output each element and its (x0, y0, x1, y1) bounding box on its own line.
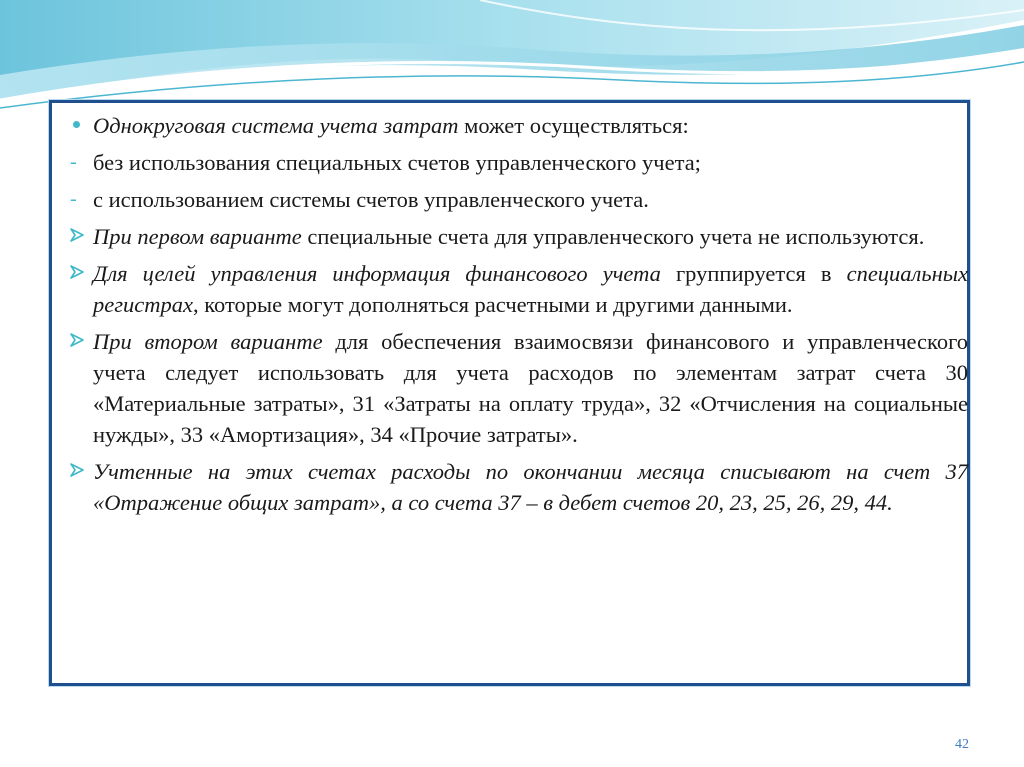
text-segment: может осуществляться: (458, 113, 689, 138)
bullet-list (70, 110, 968, 518)
arrow-bullet-icon (69, 227, 85, 243)
bullet-item (70, 258, 968, 320)
text-segment: для обеспечения взаимосвязи финансового и управленческого учета следует использовать для учета расходов по элементам затрат счета 30 «Материальные затраты», 31 «Затраты на оплату труда», 32 «Отчисления на социальные нужды», 33 «Амортизация», 34 «Прочие затраты». (93, 329, 968, 447)
bullet-item (70, 456, 968, 518)
text-segment: специальные счета для управленческого учета не используются. (301, 224, 925, 249)
arrow-bullet-icon (69, 462, 85, 478)
arrow-bullet-icon (69, 332, 85, 348)
italic-text-segment: специальных регистрах (93, 261, 968, 317)
bullet-item (70, 184, 968, 215)
bullet-item (70, 110, 968, 141)
page-number: 42 (955, 737, 969, 752)
bullet-dash-icon: - (70, 151, 77, 173)
bullet-dot-icon (73, 121, 80, 128)
bullet-item (70, 221, 968, 252)
bullet-item (70, 147, 968, 178)
text-segment: без использования специальных счетов управленческого учета; (93, 150, 701, 175)
italic-text-segment: При втором варианте (93, 329, 323, 354)
bullet-dash-icon: - (70, 188, 77, 210)
bullet-item (70, 326, 968, 450)
italic-text-segment: Учтенные на этих счетах расходы по окончании месяца списывают на счет 37 «Отражение общих затрат», а со счета 37 – в дебет счетов 20, 23, 25, 26, 29, 44. (93, 459, 968, 515)
arrow-bullet-icon (69, 264, 85, 280)
content-box (49, 100, 970, 686)
italic-text-segment: При первом варианте (93, 224, 302, 249)
italic-text-segment: Для целей управления информация финансового учета (93, 261, 661, 286)
text-segment: , которые могут дополняться расчетными и другими данными. (193, 292, 793, 317)
italic-text-segment: Однокруговая система учета затрат (93, 113, 459, 138)
text-segment: с использованием системы счетов управленческого учета. (93, 187, 649, 212)
text-segment: группируется в (660, 261, 847, 286)
